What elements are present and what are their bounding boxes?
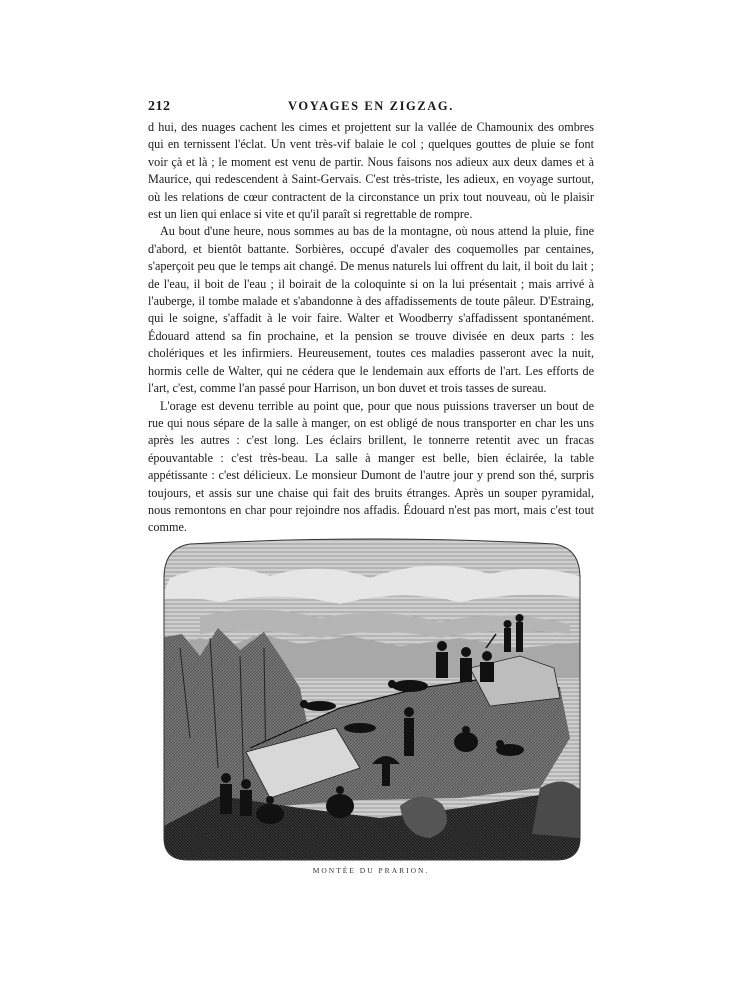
engraving-mountain-picnic — [160, 538, 584, 862]
body-text — [148, 119, 594, 537]
engraving-illustration — [160, 538, 584, 862]
page-number: 212 — [148, 99, 171, 114]
page-header — [148, 99, 594, 117]
paragraph-2: Au bout d'une heure, nous sommes au bas de la montagne, où nous attend la pluie, fine d'abord, et bientôt battante. Sorbières, occupé d'avaler des coquemolles par centaines, s'aperçoit peu que le temps ait changé. De menus naturels lui offrent du lait, il boit du lait ; de l'eau, il boit de l'eau ; il boirait de la coloquinte si on la lui présentait ; mais arrivé à l'auberge, il tombe malade et s'abandonne à des affadissements de toute pâleur. D'Estraing, qui le soigne, s'affadit à le voir faire. Walter et Woodberry s'affadissent spontanément. Édouard attend sa fin prochaine, et la pension se trouve divisée en deux parts : les cholériques et les infirmiers. Heureusement, toutes ces maladies passeront avec la nuit, hormis celle de Walter, qui ne cédera que le lendemain aux efforts de l'art. Les efforts de l'art, c'est, comme l'an passé pour Harrison, un bon duvet et trois tasses de sureau. — [148, 224, 594, 396]
paragraph-1: d hui, des nuages cachent les cimes et projettent sur la vallée de Chamounix des ombres qui en ternissent l'éclat. Un vent très-vif balaie le col ; quelques gouttes de pluie se font voir çà et là ; le moment est venu de partir. Nous faisons nos adieux aux deux dames et à Maurice, qui redescendent à Saint-Gervais. C'est très-triste, les adieux, en voyage surtout, où les relations de cœur contractent de la circonstance un prix tout nouveau, où le plaisir est un lien qui enlace si vite et qu'il paraît si regrettable de rompre. — [148, 120, 594, 222]
running-title: VOYAGES EN ZIGZAG. — [288, 99, 454, 113]
illustration-caption: MONTÉE DU PRARION. — [312, 866, 430, 875]
paragraph-3: L'orage est devenu terrible au point que, pour que nous puissions traverser un bout de rue qui nous sépare de la salle à manger, on est obligé de nous transporter en char les uns après les autres : c'est long. Les éclairs brillent, le tonnerre retentit avec un fracas épouvantable : c'est très-beau. La salle à manger est belle, bien éclairée, la table appétissante : c'est délicieux. Le monsieur Dumont de l'autre jour y prend son thé, surpris toujours, et assis sur une chaise qui fait des bruits étranges. Après un souper pyramidal, nous remontons en char pour rejoindre nos affadis. Édouard n'est pas mort, mais c'est tout comme. — [148, 398, 594, 535]
